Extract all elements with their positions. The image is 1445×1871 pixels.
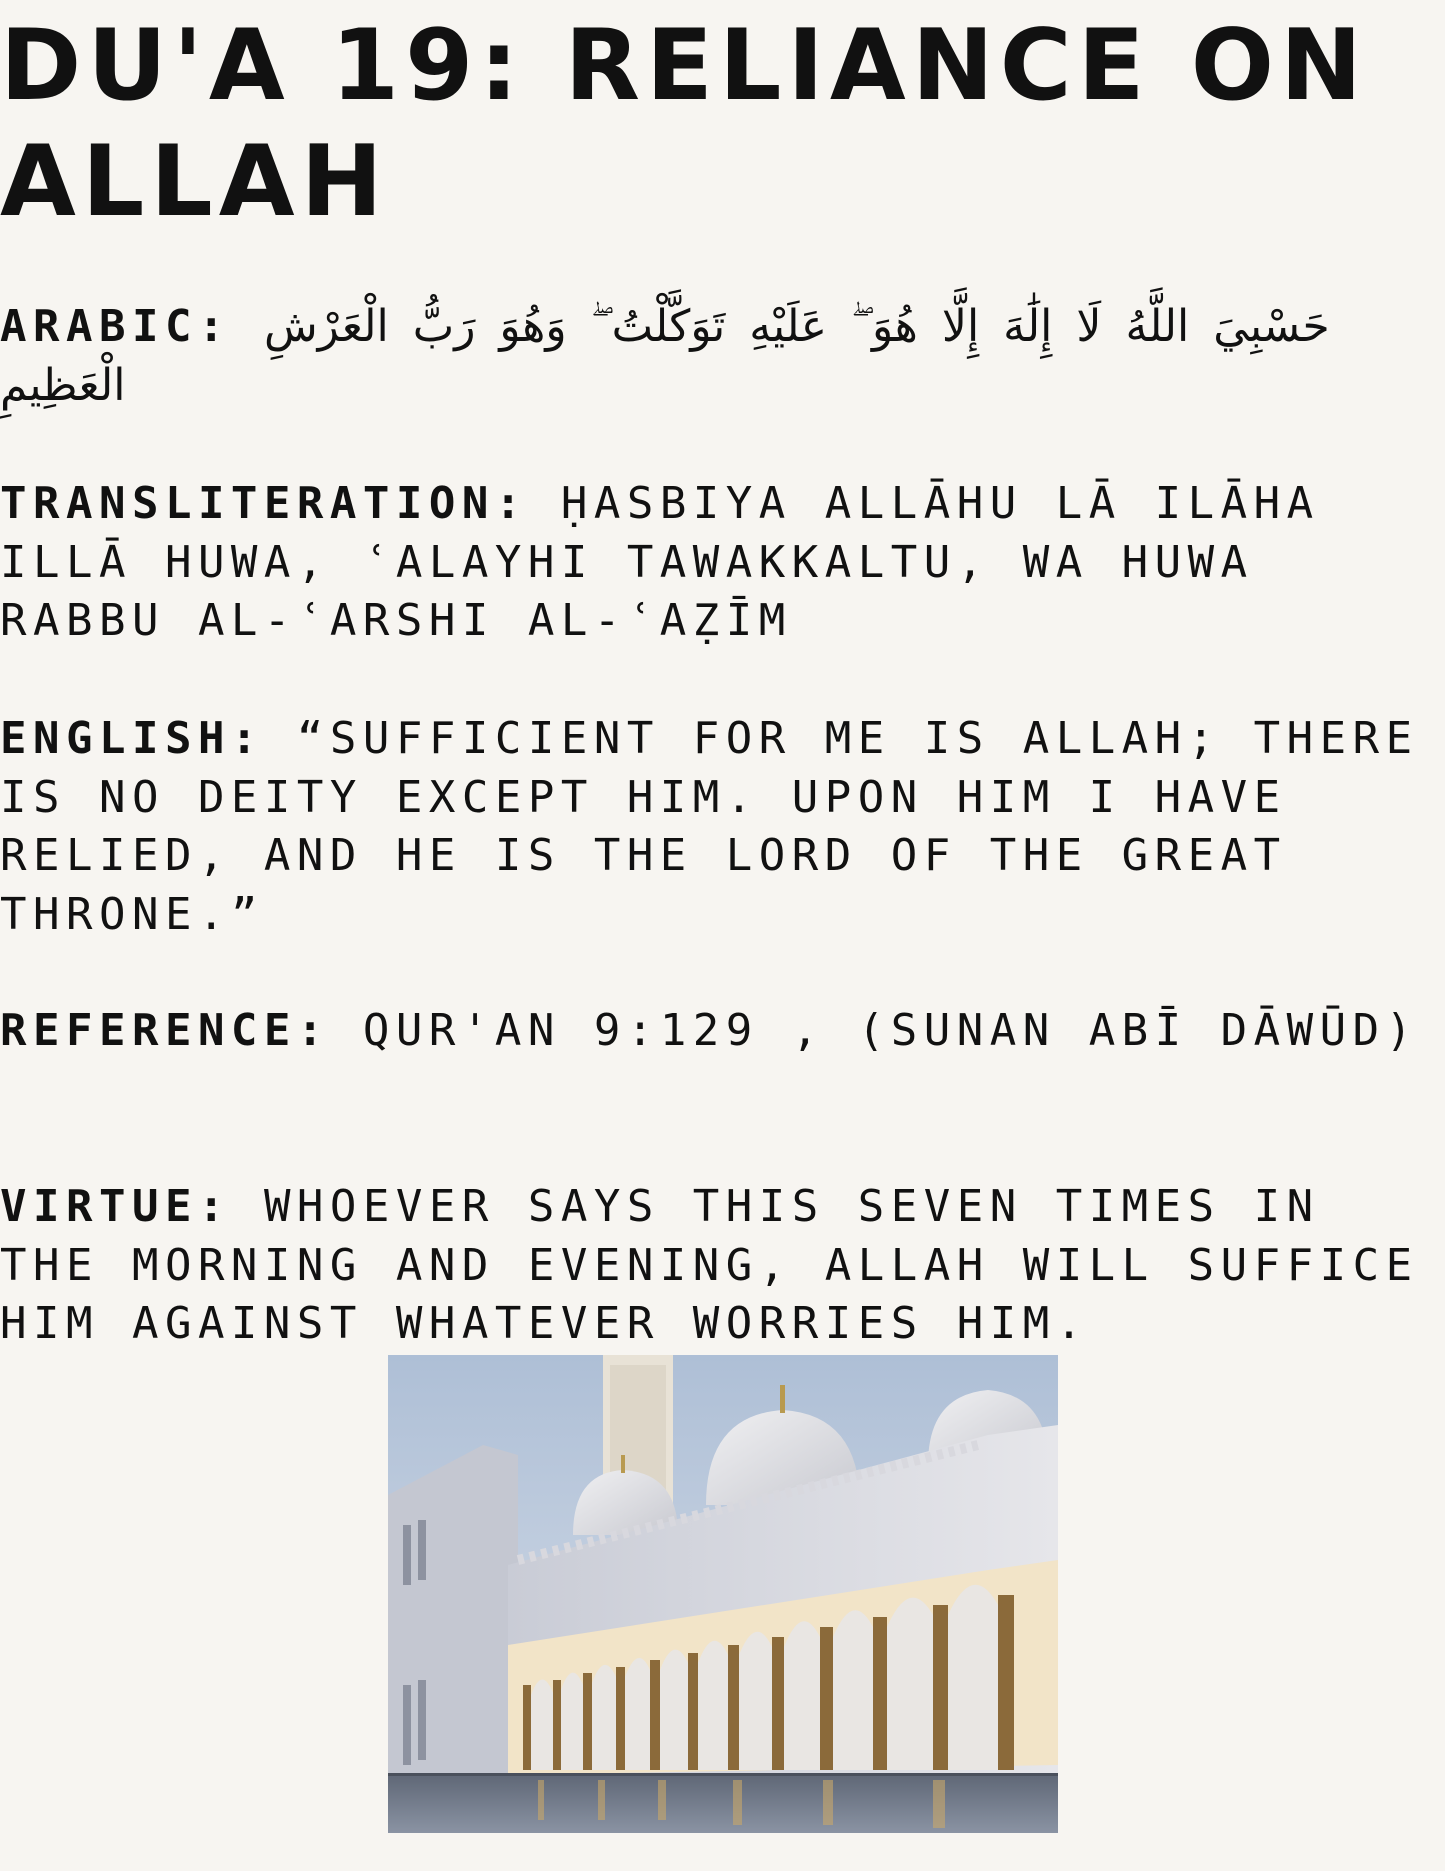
virtue-text: WHOEVER SAYS THIS SEVEN TIMES IN THE MORNING AND EVENING, ALLAH WILL SUFFICE HIM AGAINST WHATEVER WORRIES HIM. [0, 1181, 1419, 1349]
transliteration-section [0, 475, 1440, 651]
reference-section [0, 1002, 1440, 1061]
page-title: DU'A 19: RELIANCE ON ALLAH [0, 9, 1369, 239]
reference-label: REFERENCE: [0, 1005, 330, 1056]
transliteration-text: ḤASBIYA ALLĀHU LĀ ILĀHA ILLĀ HUWA, ʿALAYHI TAWAKKALTU, WA HUWA RABBU AL-ʿARSHI AL-ʿAẒĪM [0, 478, 1320, 646]
virtue-section [0, 1178, 1440, 1354]
arabic-section [0, 298, 1440, 415]
mosque-photo [388, 1355, 1058, 1833]
english-text: “SUFFICIENT FOR ME IS ALLAH; THERE IS NO DEITY EXCEPT HIM. UPON HIM I HAVE RELIED, AND HE IS THE LORD OF THE GREAT THRONE.” [0, 713, 1419, 940]
reference-text: QUR'AN 9:129 , (SUNAN ABĪ DĀWŪD) [362, 1005, 1419, 1056]
english-label: ENGLISH: [0, 713, 264, 764]
arabic-label: ARABIC: [0, 301, 231, 352]
transliteration-label: TRANSLITERATION: [0, 478, 528, 529]
virtue-label: VIRTUE: [0, 1181, 231, 1232]
arabic-text: حَسْبِيَ اللَّهُ لَا إِلَٰهَ إِلَّا هُوَ ۖ عَلَيْهِ تَوَكَّلْتُ ۖ وَهُوَ رَبُّ الْعَرْشِ الْعَظِيمِ [0, 301, 1330, 411]
mosque-illustration [388, 1355, 1058, 1833]
english-section [0, 710, 1440, 944]
